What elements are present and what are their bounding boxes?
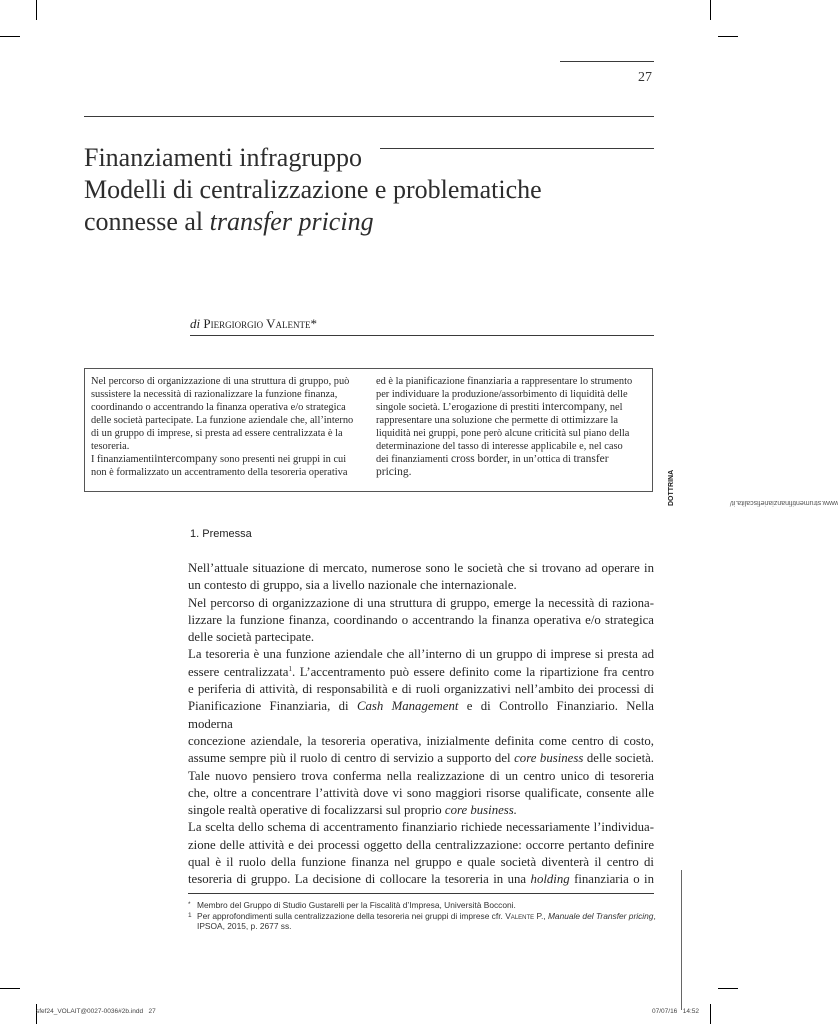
footnote: * Membro del Gruppo di Studio Gustarelli per la Fiscalità d’Impresa, Università Bocconi. xyxy=(188,900,516,910)
margin-line xyxy=(681,870,682,1010)
body-line: delle società partecipate. xyxy=(188,630,315,645)
crop-mark xyxy=(718,36,738,37)
abstract-line: pricing. xyxy=(376,466,412,478)
footnote-rule xyxy=(188,893,654,894)
body-line: essere centralizzata$^1$. L’accentramento può essere definito come la ripartizione fra centro xyxy=(188,664,655,679)
abstract-line: singole società. L’erogazione di prestiti intercompany, nel xyxy=(376,401,623,413)
print-slug-datetime: 07/07/16 14:52 xyxy=(652,1008,699,1015)
body-text xyxy=(188,560,654,889)
footnotes xyxy=(188,900,658,932)
body-line: concezione aziendale, la tesoreria operativa, inizialmente definita come centro di costo, xyxy=(188,733,654,748)
author-byline: di Piergiorgio Valente* xyxy=(190,316,317,331)
body-line: che, oltre a concentrare l’attività dove vi sono maggiori risorse qualificate, consente alle xyxy=(188,785,654,800)
abstract-line: tesoreria. xyxy=(91,441,130,452)
body-line: tesoreria di gruppo. La decisione di collocare la tesoreria in una holding finanziaria o in xyxy=(188,872,655,887)
section-sidebar-tag: www.strumentifinanziariefiscalita.it/ DOTTRINA xyxy=(668,469,838,506)
body-line: Nel percorso di organizzazione di una struttura di gruppo, emerge la necessità di raziona- xyxy=(188,595,654,610)
crop-mark xyxy=(36,0,37,20)
print-slug-file: sfef24_VOLAIT@0027-0036#2b.indd 27 xyxy=(36,1008,156,1015)
abstract-line: di un gruppo di imprese, si presta ad essere centralizzata è la xyxy=(91,428,343,439)
abstract-line: coordinando o accentrando la finanza operativa e/o strategica xyxy=(91,402,346,413)
crop-mark xyxy=(0,36,20,37)
body-line: lizzare la funzione finanza, coordinando o accentrando la finanza operativa e/o strategica xyxy=(188,612,654,627)
crop-mark xyxy=(0,988,20,989)
abstract-line: Nel percorso di organizzazione di una struttura di gruppo, può xyxy=(91,376,350,387)
body-line: un contesto di gruppo, sia a livello nazionale che internazionale. xyxy=(188,578,517,593)
abstract-line: sussistere la necessità di razionalizzare la funzione finanza, xyxy=(91,389,338,400)
abstract-line: determinazione del tasso di interesse applicabile e, nel caso xyxy=(376,441,623,452)
body-line: singole realtà operative di focalizzarsi sul proprio core business. xyxy=(188,803,517,818)
title-line: connesse al transfer pricing xyxy=(84,207,374,236)
abstract-left-column xyxy=(91,375,363,479)
header-rule-short xyxy=(560,61,654,62)
section-heading: 1. Premessa xyxy=(190,528,252,540)
body-line: Nell’attuale situazione di mercato, numerose sono le società che si trovano ad operare in xyxy=(188,561,654,575)
body-line: assume sempre più il ruolo di centro di servizio a supporto del core business delle società. xyxy=(188,751,654,766)
author-rule xyxy=(190,335,654,336)
body-line: Pianificazione Finanziaria, di Cash Management e di Controllo Finanziario. Nella moderna xyxy=(188,699,654,731)
abstract-line: non è formalizzato un accentramento della tesoreria operativa xyxy=(91,467,348,478)
crop-mark xyxy=(710,0,711,20)
article-title xyxy=(84,142,664,238)
crop-mark xyxy=(710,1004,711,1024)
title-line: Finanziamenti infragruppo xyxy=(84,143,362,172)
abstract-line: rappresentare una soluzione che permette di ottimizzare la xyxy=(376,415,619,426)
abstract-right-column xyxy=(376,375,648,479)
abstract-line: per individuare la produzione/assorbimento di liquidità delle xyxy=(376,389,628,400)
body-line: La tesoreria è una funzione aziendale che all’interno di un gruppo di imprese si presta ad xyxy=(188,647,654,662)
crop-mark xyxy=(718,988,738,989)
footnote: 1 Per approfondimenti sulla centralizzazione della tesoreria nei gruppi di imprese cfr. Valente P., Manuale del Transfer pricing, xyxy=(188,910,656,921)
body-line: La scelta dello schema di accentramento finanziario richiede necessariamente l’individua- xyxy=(188,820,654,835)
abstract-line: delle società partecipate. La funzione aziendale che, all’interno xyxy=(91,415,354,426)
abstract-line: ed è la pianificazione finanziaria a rappresentare lo strumento xyxy=(376,376,633,387)
abstract-line: liquidità nei gruppi, pone però alcune criticità sul piano della xyxy=(376,428,630,439)
footnote-continuation: IPSOA, 2015, p. 2677 ss. xyxy=(197,921,292,931)
abstract-line: I finanziamentiintercompany sono presenti nei gruppi in cui xyxy=(91,453,347,465)
body-line: Tale nuovo pensiero trova conferma nella realizzazione di un centro unico di tesoreria xyxy=(188,768,654,783)
body-line: qual è il ruolo della funzione finanza nel gruppo e quale società diventerà il centro di xyxy=(188,855,654,870)
body-line: e periferia di attività, di responsabilità e di ruoli organizzativi nell’ambito dei processi di xyxy=(188,682,654,697)
title-line: Modelli di centralizzazione e problematiche xyxy=(84,175,542,204)
abstract-line: dei finanziamenti cross border, in un’ottica di transfer xyxy=(376,453,609,465)
header-rule xyxy=(84,116,654,117)
page-number: 27 xyxy=(638,70,652,85)
footnote-ref[interactable]: 1 xyxy=(288,664,292,673)
abstract-box xyxy=(84,368,653,492)
body-line: zione delle attività e dei processi oggetto della centralizzazione: occorre pertanto definire xyxy=(188,837,654,852)
